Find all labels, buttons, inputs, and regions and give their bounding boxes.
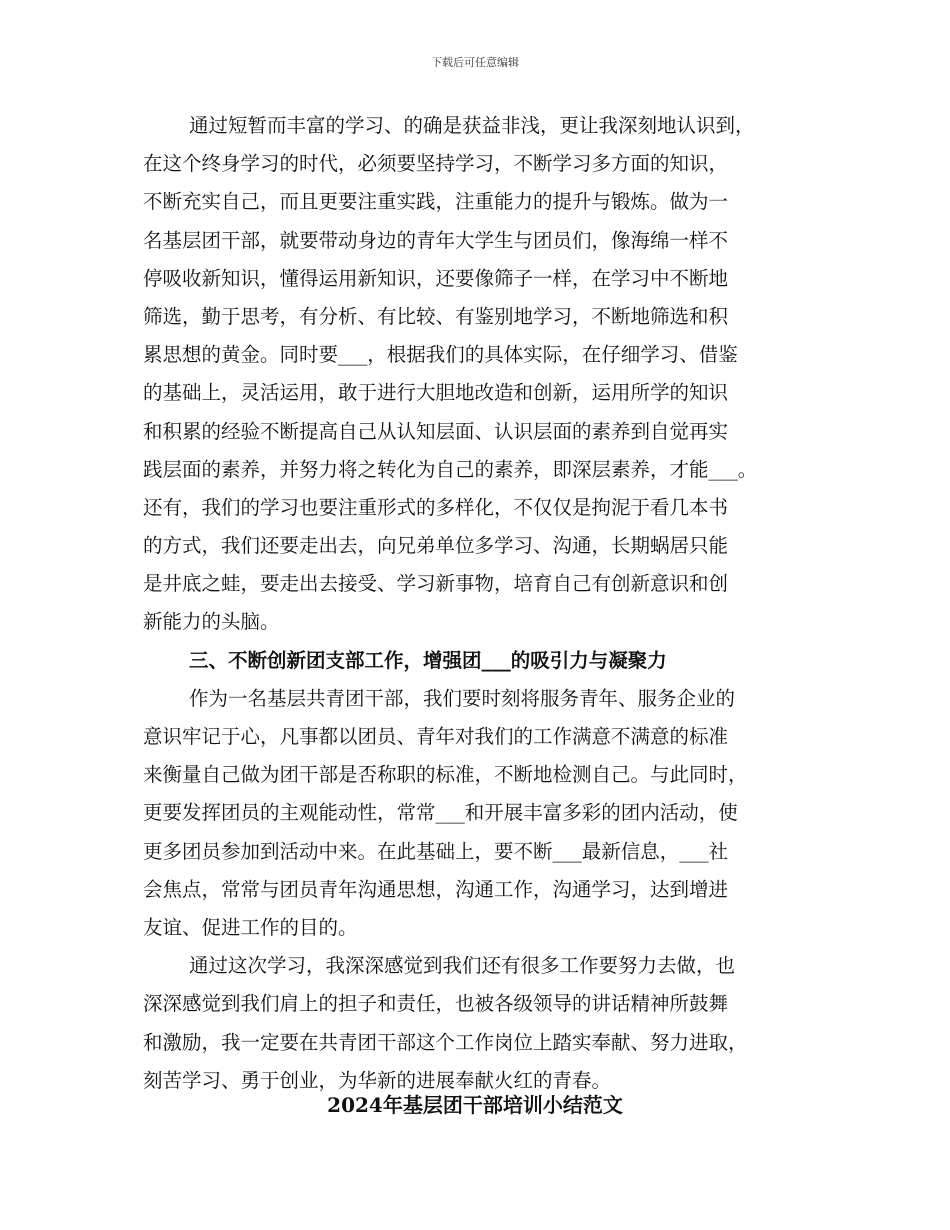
document-body [143,107,823,1100]
text-line: 来衡量自己做为团干部是否称职的标准，不断地检测自己。与此同时， [143,763,748,787]
text-line: 在这个终身学习的时代，必须要坚持学习，不断学习多方面的知识， [143,152,729,176]
text-line: 刻苦学习、勇于创业，为华新的进展奉献火红的青春。 [143,1068,612,1092]
text-line: 是井底之蛙，要走出去接受、学习新事物，培育自己有创新意识和创 [143,572,729,596]
text-line: 还有，我们的学习也要注重形式的多样化，不仅仅是拘泥于看几本书 [143,495,729,519]
text-line: 的基础上，灵活运用，敢于进行大胆地改造和创新，运用所学的知识 [143,381,729,405]
text-line: 累思想的黄金。同时要___，根据我们的具体实际，在仔细学习、借鉴 [143,343,738,367]
text-line: 停吸收新知识，懂得运用新知识，还要像筛子一样，在学习中不断地 [143,266,729,290]
page-header-note: 下载后可任意编辑 [431,56,519,69]
text-line: 意识牢记于心，凡事都以团员、青年对我们的工作满意不满意的标准 [143,725,729,748]
paragraph [143,947,823,1100]
document-title: 2024年基层团干部培训小结范文 [327,1093,623,1117]
text-line: 筛选，勤于思考，有分析、有比较、有鉴别地学习，不断地筛选和积 [143,304,729,328]
text-line: 不断充实自己，而且更要注重实践，注重能力的提升与锻炼。做为一 [143,190,729,214]
text-line: 的方式，我们还要走出去，向兄弟单位多学习、沟通，长期蜗居只能 [143,534,729,558]
paragraph [143,107,823,642]
paragraph [143,680,823,947]
section-heading: 三、不断创新团支部工作，增强团___的吸引力与凝聚力 [189,648,667,672]
text-line: 作为一名基层共青团干部，我们要时刻将服务青年、服务企业的 [189,686,736,710]
text-line: 友谊、促进工作的目的。 [143,915,358,939]
text-line: 更要发挥团员的主观能动性，常常___和开展丰富多彩的团内活动，使 [143,801,738,825]
text-line: 践层面的素养，并努力将之转化为自己的素养，即深层素养，才能___。 [143,457,758,481]
text-line: 更多团员参加到活动中来。在此基础上，要不断___最新信息，___社 [143,839,729,863]
text-line: 新能力的头脑。 [143,610,280,634]
text-line: 通过短暂而丰富的学习、的确是获益非浅，更让我深刻地认识到， [189,114,755,137]
text-line: 和积累的经验不断提高自己从认知层面、认识层面的素养到自觉再实 [143,419,729,443]
text-line: 会焦点，常常与团员青年沟通思想，沟通工作，沟通学习，达到增进 [143,877,729,901]
text-line: 通过这次学习，我深深感觉到我们还有很多工作要努力去做，也 [189,954,736,978]
text-line: 和激励，我一定要在共青团干部这个工作岗位上踏实奉献、努力进取， [143,1030,748,1054]
text-line: 深深感觉到我们肩上的担子和责任，也被各级领导的讲话精神所鼓舞 [143,992,729,1016]
text-line: 名基层团干部，就要带动身边的青年大学生与团员们，像海绵一样不 [143,228,729,252]
